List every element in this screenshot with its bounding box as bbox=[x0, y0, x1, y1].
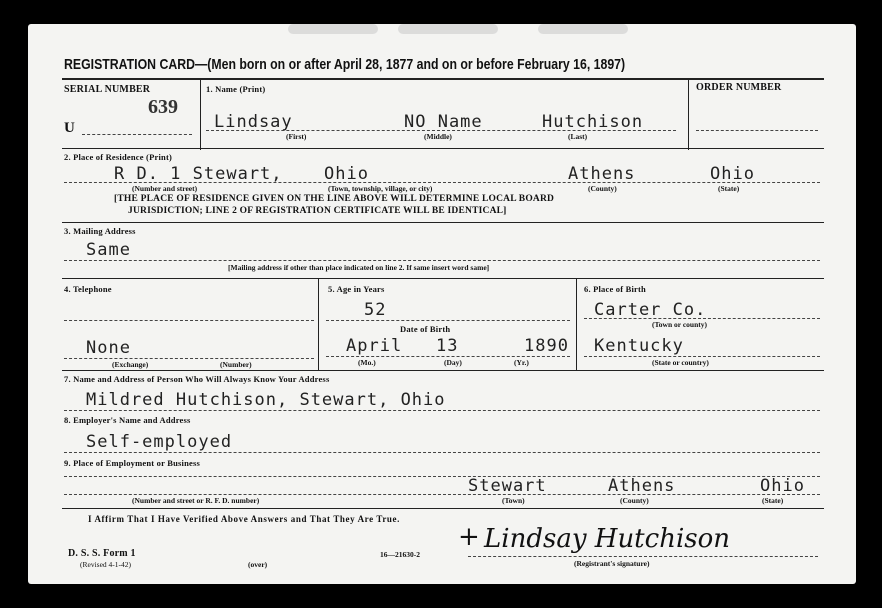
tape-mark bbox=[288, 24, 378, 34]
registration-card bbox=[28, 24, 856, 584]
mailing-caption: [Mailing address if other than place indicated on line 2. If same insert word same] bbox=[228, 263, 490, 272]
birth-state-caption: (State or country) bbox=[652, 358, 709, 367]
serial-number-value: 639 bbox=[148, 96, 178, 118]
last-name: Hutchison bbox=[542, 112, 644, 132]
number-caption: (Number) bbox=[220, 360, 252, 369]
birthplace-label: 6. Place of Birth bbox=[584, 284, 646, 294]
day-caption: (Day) bbox=[444, 358, 462, 367]
serial-number-label: SERIAL NUMBER bbox=[64, 84, 151, 95]
form-revision: (Revised 4-1-42) bbox=[80, 560, 132, 569]
employer-value: Self-employed bbox=[86, 432, 233, 452]
birth-town: Carter Co. bbox=[594, 300, 707, 320]
street-caption: (Number and street) bbox=[132, 184, 198, 193]
employment-county: Athens bbox=[608, 476, 676, 496]
employment-state: Ohio bbox=[760, 476, 805, 496]
printing-code: 16—21630-2 bbox=[380, 550, 420, 559]
residence-notice-line1: [THE PLACE OF RESIDENCE GIVEN ON THE LINE ABOVE WILL DETERMINE LOCAL BOARD bbox=[114, 194, 555, 204]
telephone-label: 4. Telephone bbox=[64, 284, 112, 294]
order-number-label: ORDER NUMBER bbox=[696, 82, 782, 93]
employer-label: 8. Employer's Name and Address bbox=[64, 415, 191, 425]
residence-notice-line2: JURISDICTION; LINE 2 OF REGISTRATION CERTIFICATE WILL BE IDENTICAL] bbox=[128, 206, 507, 216]
birth-state: Kentucky bbox=[594, 336, 684, 356]
residence-town: Ohio bbox=[324, 164, 369, 184]
dob-day: 13 bbox=[436, 336, 459, 356]
signature-caption: (Registrant's signature) bbox=[574, 559, 650, 568]
middle-caption: (Middle) bbox=[424, 132, 452, 141]
over-note: (over) bbox=[248, 560, 268, 569]
age-value: 52 bbox=[364, 300, 387, 320]
employment-street-caption: (Number and street or R. F. D. number) bbox=[132, 496, 260, 505]
state-caption: (State) bbox=[718, 184, 740, 193]
tape-mark bbox=[398, 24, 498, 34]
year-caption: (Yr.) bbox=[514, 358, 529, 367]
employment-town-caption: (Town) bbox=[502, 496, 525, 505]
employment-county-caption: (County) bbox=[620, 496, 649, 505]
name-label: 1. Name (Print) bbox=[206, 84, 266, 94]
county-caption: (County) bbox=[588, 184, 617, 193]
contact-value: Mildred Hutchison, Stewart, Ohio bbox=[86, 390, 446, 410]
mailing-value: Same bbox=[86, 240, 131, 260]
birth-town-caption: (Town or county) bbox=[652, 320, 708, 329]
first-name: Lindsay bbox=[214, 112, 293, 132]
age-label: 5. Age in Years bbox=[328, 284, 385, 294]
registrant-signature: Lindsay Hutchison bbox=[484, 524, 730, 554]
tape-mark bbox=[538, 24, 628, 34]
employment-town: Stewart bbox=[468, 476, 547, 496]
card-title: REGISTRATION CARD—(Men born on or after April 28, 1877 and on or before February 16, 1897) bbox=[64, 56, 626, 73]
month-caption: (Mo.) bbox=[358, 358, 376, 367]
dob-month: April bbox=[346, 336, 403, 356]
residence-state: Ohio bbox=[710, 164, 755, 184]
residence-street: R D. 1 Stewart, bbox=[114, 164, 283, 184]
exchange-caption: (Exchange) bbox=[112, 360, 149, 369]
dob-label: Date of Birth bbox=[400, 324, 451, 334]
employment-state-caption: (State) bbox=[762, 496, 784, 505]
town-caption: (Town, township, village, or city) bbox=[328, 184, 433, 193]
mailing-label: 3. Mailing Address bbox=[64, 226, 136, 236]
affirmation-text: I Affirm That I Have Verified Above Answers and That They Are True. bbox=[88, 514, 400, 524]
dob-year: 1890 bbox=[524, 336, 569, 356]
last-caption: (Last) bbox=[568, 132, 588, 141]
signature-cross-mark: + bbox=[458, 522, 480, 552]
middle-name: NO Name bbox=[404, 112, 483, 132]
telephone-value: None bbox=[86, 338, 131, 358]
form-number: D. S. S. Form 1 bbox=[68, 548, 136, 559]
residence-label: 2. Place of Residence (Print) bbox=[64, 152, 173, 162]
residence-county: Athens bbox=[568, 164, 636, 184]
serial-prefix: U bbox=[64, 120, 75, 136]
punch-hole bbox=[28, 508, 38, 538]
employment-label: 9. Place of Employment or Business bbox=[64, 458, 201, 468]
contact-label: 7. Name and Address of Person Who Will Always Know Your Address bbox=[64, 374, 330, 384]
first-caption: (First) bbox=[286, 132, 307, 141]
